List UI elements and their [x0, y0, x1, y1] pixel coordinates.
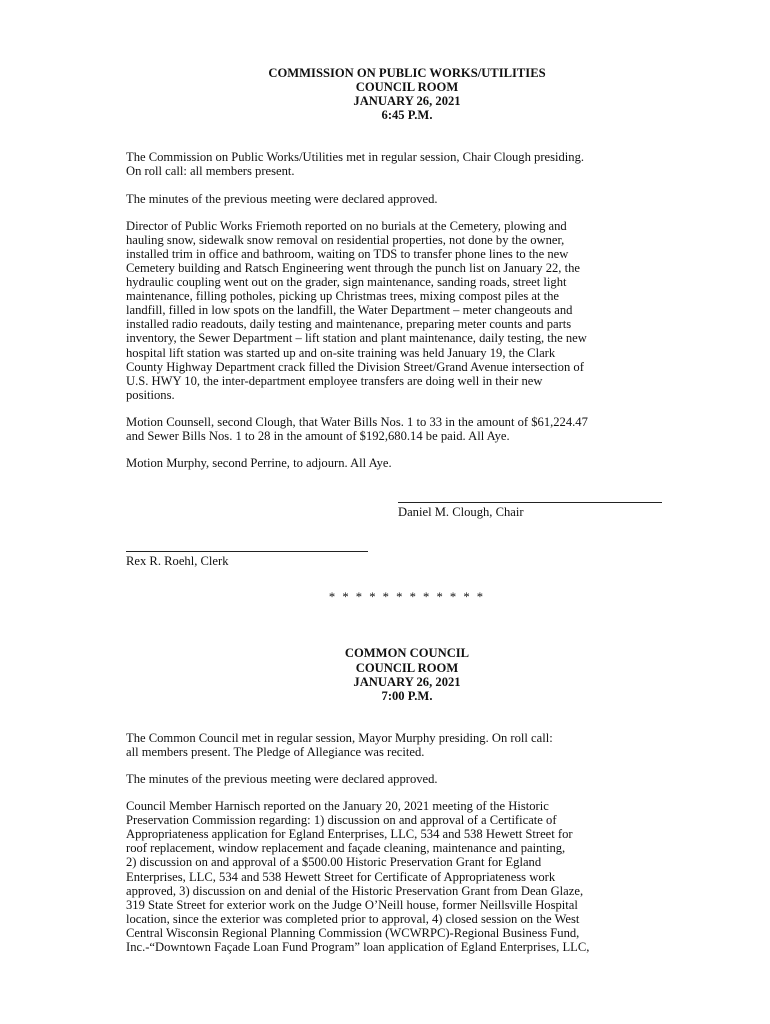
text-line: landfill, filled in low spots on the landfill, the Water Department – meter changeouts and [126, 303, 573, 318]
text-line: Motion Counsell, second Clough, that Water Bills Nos. 1 to 33 in the amount of $61,224.47 [126, 414, 588, 429]
text-line: Council Member Harnisch reported on the January 20, 2021 meeting of the Historic [126, 799, 549, 814]
text-line: roof replacement, window replacement and façade cleaning, maintenance and painting, [126, 841, 566, 856]
text-line: and Sewer Bills Nos. 1 to 28 in the amount of $192,680.14 be paid. All Aye. [126, 428, 510, 443]
text-line: Appropriateness application for Egland Enterprises, LLC, 534 and 538 Hewett Street for [126, 827, 573, 842]
text-line: The minutes of the previous meeting were declared approved. [126, 772, 438, 786]
roll-call-paragraph [126, 150, 688, 178]
text-line: 319 State Street for exterior work on the Judge O’Neill house, former Neillsville Hospital [126, 897, 578, 912]
council-roll-call-paragraph [126, 731, 688, 759]
chair-signature-block [398, 502, 662, 519]
chair-name: Daniel M. Clough, Chair [398, 505, 524, 520]
text-line: Preservation Commission regarding: 1) discussion on and approval of a Certificate of [126, 813, 557, 828]
clerk-signature-block [126, 551, 368, 568]
text-line: U.S. HWY 10, the inter-department employee transfers are doing well in their new [126, 373, 543, 388]
heading-line: JANUARY 26, 2021 [353, 94, 461, 109]
text-line: Enterprises, LLC, 534 and 538 Hewett Street for Certificate of Appropriateness work [126, 869, 556, 884]
council-heading [126, 646, 688, 702]
minutes-approved-paragraph [126, 192, 688, 206]
signature-line [126, 551, 368, 552]
text-line: hospital lift station was started up and on-site training was held January 19, the Clark [126, 345, 556, 360]
text-line: The minutes of the previous meeting were declared approved. [126, 191, 438, 206]
text-line: Central Wisconsin Regional Planning Commission (WCWRPC)-Regional Business Fund, [126, 925, 580, 940]
heading-line: JANUARY 26, 2021 [353, 674, 461, 689]
minutes-page [126, 66, 688, 954]
section-separator: * * * * * * * * * * * * [328, 590, 486, 605]
council-minutes-approved-paragraph [126, 772, 688, 786]
text-line: maintenance, filling potholes, picking up Christmas trees, mixing compost piles at the [126, 289, 560, 304]
commission-heading [126, 66, 688, 122]
text-line: Inc.-“Downtown Façade Loan Fund Program” loan application of Egland Enterprises, LLC, [126, 940, 590, 955]
historic-preservation-report-paragraph [126, 799, 688, 954]
bills-motion-paragraph [126, 415, 688, 443]
text-line: On roll call: all members present. [126, 164, 295, 179]
text-line: Motion Murphy, second Perrine, to adjourn. All Aye. [126, 456, 392, 471]
text-line: all members present. The Pledge of Allegiance was recited. [126, 744, 425, 759]
text-line: installed trim in office and bathroom, waiting on TDS to transfer phone lines to the new [126, 246, 569, 261]
text-line: County Highway Department crack filled the Division Street/Grand Avenue intersection of [126, 359, 584, 374]
text-line: approved, 3) discussion on and denial of the Historic Preservation Grant from Dean Glaze, [126, 883, 584, 898]
heading-line: COUNCIL ROOM [355, 80, 459, 95]
signature-line [398, 502, 662, 503]
text-line: 2) discussion on and approval of a $500.00 Historic Preservation Grant for Egland [126, 855, 542, 870]
text-line: inventory, the Sewer Department – lift station and plant maintenance, daily testing, the new [126, 331, 587, 346]
heading-line: 6:45 P.M. [381, 108, 433, 123]
clerk-name: Rex R. Roehl, Clerk [126, 554, 229, 569]
adjourn-motion-paragraph [126, 456, 688, 470]
text-line: The Common Council met in regular session, Mayor Murphy presiding. On roll call: [126, 730, 553, 745]
text-line: hauling snow, sidewalk snow removal on residential properties, not done by the owner, [126, 232, 565, 247]
text-line: hydraulic coupling went out on the grader, sign maintenance, sanding roads, street light [126, 275, 567, 290]
heading-line: COUNCIL ROOM [355, 660, 459, 675]
director-report-paragraph [126, 219, 688, 402]
text-line: Cemetery building and Ratsch Engineering went through the punch list on January 22, the [126, 260, 580, 275]
text-line: positions. [126, 387, 175, 402]
text-line: Director of Public Works Friemoth reported on no burials at the Cemetery, plowing and [126, 218, 567, 233]
text-line: installed radio readouts, daily testing and maintenance, preparing meter counts and parts [126, 317, 572, 332]
text-line: The Commission on Public Works/Utilities met in regular session, Chair Clough presiding. [126, 150, 585, 165]
heading-line: 7:00 P.M. [381, 688, 433, 703]
heading-line: COMMISSION ON PUBLIC WORKS/UTILITIES [268, 66, 546, 80]
heading-line: COMMON COUNCIL [344, 646, 470, 661]
text-line: location, since the exterior was completed prior to approval, 4) closed session on the West [126, 911, 580, 926]
